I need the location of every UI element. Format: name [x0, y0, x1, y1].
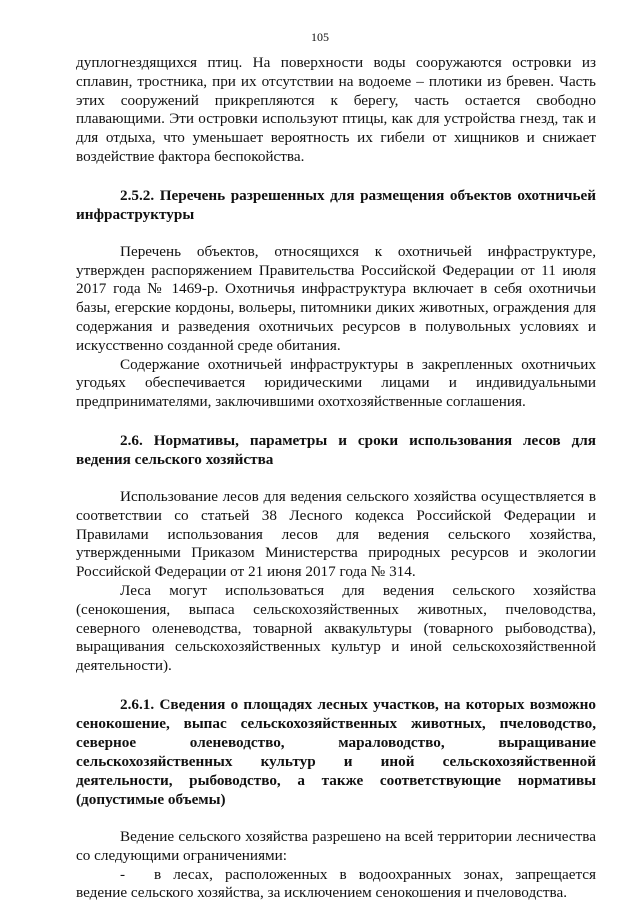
- page-content: [76, 54, 596, 903]
- page-number: 105: [311, 30, 329, 44]
- paragraph-continuation: дуплогнездящихся птиц. На поверхности воды сооружаются островки из сплавин, тростника, при их отсутствии на водоеме – плотики из бревен. Часть этих сооружений прикрепляются к берегу, часть остается свободно плавающими. Эти островки используют птицы, как для устройства гнезд, так и для отдыха, что уменьшает вероятность их гибели от хищников и снижает воздействие фактора беспокойства.: [76, 54, 596, 165]
- paragraph-restrictions-intro: Ведение сельского хозяйства разрешено на всей территории лесничества со следующими ограничениями:: [76, 827, 596, 864]
- list-dash-marker: -: [120, 865, 126, 883]
- section-heading-2-6: 2.6. Нормативы, параметры и сроки использования лесов для ведения сельского хозяйства: [76, 431, 596, 468]
- list-item-text: в лесах, расположенных в водоохранных зонах, запрещается ведение сельского хозяйства, за исключением сенокошения и пчеловодства.: [76, 865, 596, 902]
- paragraph-infrastructure-maintenance: Содержание охотничьей инфраструктуры в закрепленных охотничьих угодьях обеспечивается юридическими лицами и индивидуальными предпринимателями, заключившими охотхозяйственные соглашения.: [76, 355, 596, 411]
- paragraph-infrastructure-list: Перечень объектов, относящихся к охотничьей инфраструктуре, утвержден распоряжением Правительства Российской Федерации от 11 июля 2017 года № 1469-р. Охотничья инфраструктура включает в себя охотничьи базы, егерские кордоны, вольеры, питомники диких животных, ограждения для содержания и разведения охотничьих ресурсов в полувольных условиях и искусственно созданной среде обитания.: [76, 242, 596, 354]
- section-heading-2-6-1: 2.6.1. Сведения о площадях лесных участков, на которых возможно сенокошение, выпас сельскохозяйственных животных, пчеловодство, северное оленеводство, мараловодство, выращивание сельскохозяйственных культур и иной сельскохозяйственной деятельности, рыбоводство, а также соответствующие нормативы (допустимые объемы): [76, 695, 596, 808]
- paragraph-agriculture-basis: Использование лесов для ведения сельского хозяйства осуществляется в соответствии со статьей 38 Лесного кодекса Российской Федерации и Правилами использования лесов для ведения сельского хозяйства, утвержденными Приказом Министерства природных ресурсов и экологии Российской Федерации от 21 июня 2017 года № 314.: [76, 487, 596, 581]
- section-heading-2-5-2: 2.5.2. Перечень разрешенных для размещения объектов охотничьей инфраструктуры: [76, 186, 596, 223]
- list-item-restriction: [76, 866, 596, 904]
- paragraph-agriculture-uses: Леса могут использоваться для ведения сельского хозяйства (сенокошения, выпаса сельскохозяйственных животных, пчеловодства, северного оленеводства, товарной аквакультуры (товарного рыбоводства), выращивания сельскохозяйственных культур и иной сельскохозяйственной деятельности).: [76, 581, 596, 675]
